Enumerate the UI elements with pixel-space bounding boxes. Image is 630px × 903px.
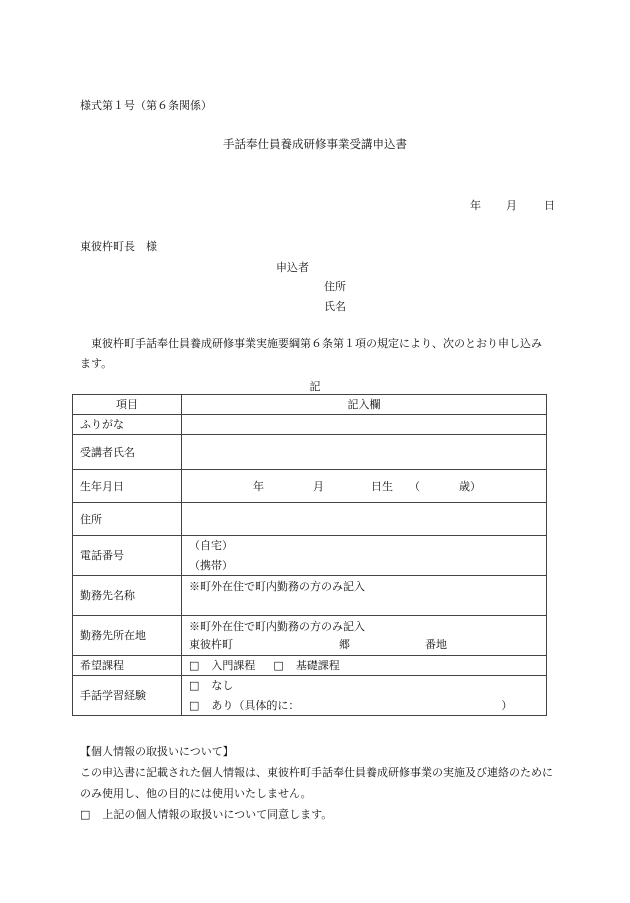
table-row-trainee-name <box>73 435 547 470</box>
experience-field <box>182 676 547 716</box>
experience-yes-checkbox[interactable]: □ <box>189 699 200 712</box>
addressee: 東彼杵町長 様 <box>80 240 157 253</box>
dob-paren-open: （ <box>409 479 420 493</box>
table-row-furigana <box>73 415 547 435</box>
application-table <box>72 394 547 716</box>
experience-none-checkbox[interactable]: □ <box>189 679 200 692</box>
table-row-address <box>73 503 547 536</box>
furigana-field[interactable] <box>182 415 547 435</box>
privacy-heading: 【個人情報の取扱いについて】 <box>80 745 234 758</box>
course-label: 希望課程 <box>73 656 182 676</box>
applicant-label: 申込者 <box>276 261 309 274</box>
document-title: 手話奉仕員養成研修事業受講申込書 <box>223 137 407 151</box>
trainee-name-field[interactable] <box>182 435 547 470</box>
table-row-dob <box>73 470 547 503</box>
workplace-go: 郷 <box>339 638 350 651</box>
intro-course-checkbox[interactable]: □ <box>189 659 200 672</box>
date-year-label: 年 <box>470 199 481 212</box>
furigana-label: ふりがな <box>73 415 182 435</box>
experience-label: 手話学習経験 <box>73 676 182 716</box>
privacy-consent-label: 上記の個人情報の取扱いについて同意します。 <box>102 808 333 821</box>
table-row-workplace-address <box>73 616 547 656</box>
table-row-phone <box>73 536 547 576</box>
workplace-address-line <box>189 637 546 652</box>
privacy-section <box>80 741 560 825</box>
basic-course-label: 基礎課程 <box>295 659 340 672</box>
workplace-name-label: 勤務先名称 <box>73 576 182 616</box>
phone-label: 電話番号 <box>73 536 182 576</box>
address-label: 住所 <box>73 503 182 536</box>
ki-heading: 記 <box>309 380 321 393</box>
intro-course-label: 入門課程 <box>211 659 256 672</box>
dob-month: 月 <box>313 479 324 493</box>
basic-course-checkbox[interactable]: □ <box>273 659 284 672</box>
dob-day: 日生 <box>371 479 393 493</box>
trainee-name-label: 受講者氏名 <box>73 435 182 470</box>
dob-label: 生年月日 <box>73 470 182 503</box>
applicant-name-label: 氏名 <box>324 300 346 313</box>
date-month-label: 月 <box>506 199 517 212</box>
phone-field[interactable] <box>182 536 547 576</box>
workplace-town: 東彼杵町 <box>189 638 233 651</box>
course-field <box>182 656 547 676</box>
experience-yes-close: ） <box>501 699 513 712</box>
phone-mobile: （携帯） <box>189 559 233 572</box>
phone-home: （自宅） <box>189 539 233 552</box>
workplace-address-note: ※町外在住で町内勤務の方のみ記入 <box>189 620 365 633</box>
address-field[interactable] <box>182 503 547 536</box>
dob-field[interactable] <box>182 470 547 503</box>
applicant-address-label: 住所 <box>324 280 346 293</box>
workplace-name-field[interactable] <box>182 576 547 616</box>
date-day-label: 日 <box>544 199 555 212</box>
dob-age: 歳） <box>459 479 481 493</box>
table-row-experience <box>73 676 547 716</box>
privacy-consent-checkbox[interactable]: □ <box>80 808 91 821</box>
privacy-text: この申込書に記載された個人情報は、東彼杵町手話奉仕員養成研修事業の実施及び連絡のためにのみ使用し、他の目的には使用いたしません。 <box>80 766 553 800</box>
experience-yes-label: あり（具体的に： <box>211 699 300 712</box>
application-statement: 東彼杵町手話奉仕員養成研修事業実施要綱第６条第１項の規定により、次のとおり申し込みます。 <box>80 337 542 370</box>
table-row-workplace-name <box>73 576 547 616</box>
workplace-name-note: ※町外在住で町内勤務の方のみ記入 <box>189 580 365 593</box>
table-row-course <box>73 656 547 676</box>
workplace-address-label: 勤務先所在地 <box>73 616 182 656</box>
form-number: 様式第１号（第６条関係） <box>80 99 212 112</box>
workplace-address-field[interactable] <box>182 616 547 656</box>
experience-none-label: なし <box>211 679 234 692</box>
privacy-consent-line <box>80 804 560 825</box>
table-header-row <box>73 395 547 415</box>
dob-year: 年 <box>253 479 264 493</box>
header-entry: 記入欄 <box>182 395 547 415</box>
header-item: 項目 <box>73 395 182 415</box>
date-line <box>470 197 555 213</box>
workplace-banchi: 番地 <box>425 638 447 651</box>
